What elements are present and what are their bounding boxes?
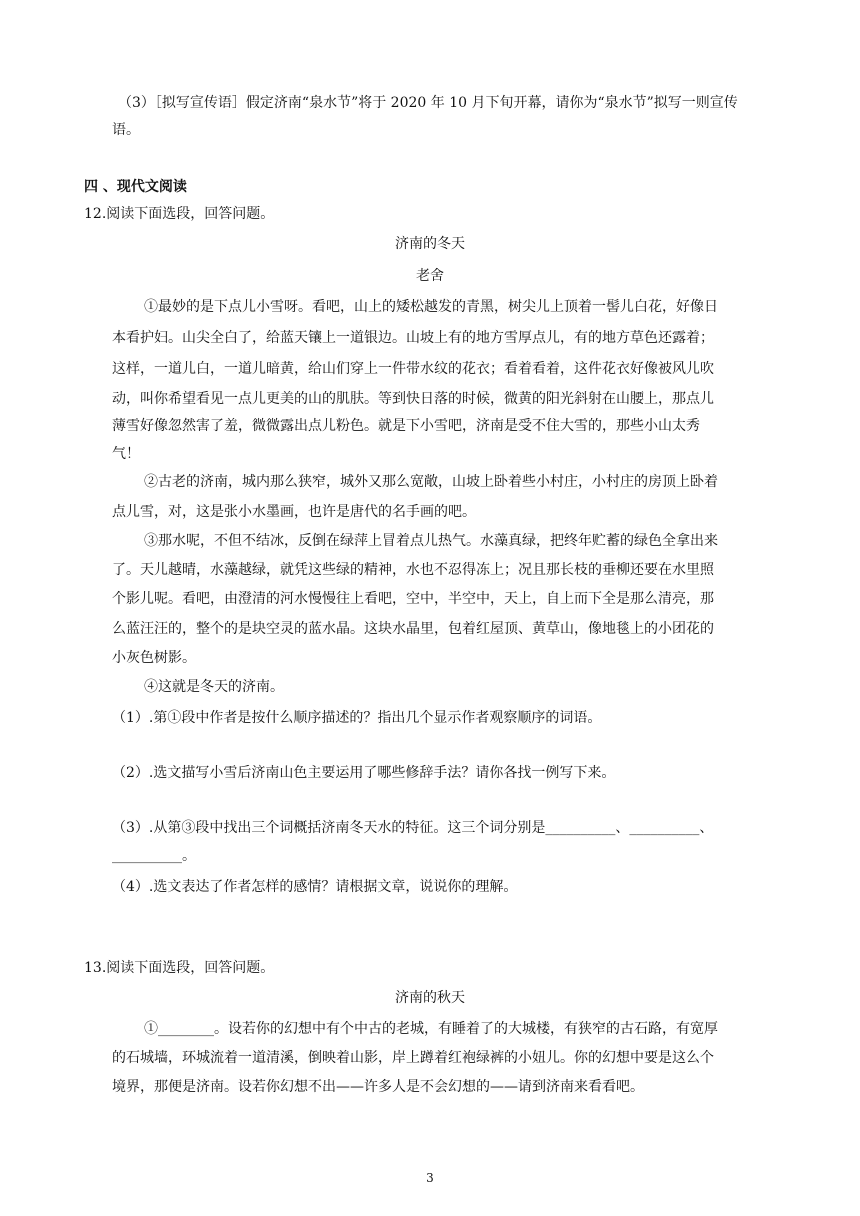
q12-p3-line-4: 么蓝汪汪的，整个的是块空灵的蓝水晶。这块水晶里，包着红屋顶、黄草山，像地毯上的小团花的 xyxy=(112,621,714,637)
section-heading: 四 、现代文阅读 xyxy=(84,179,187,195)
q12-p1-line-4: 动，叫你希望看见一点儿更美的山的肌肤。等到快日落的时候，微黄的阳光斜射在山腰上，那点儿 xyxy=(112,391,714,407)
q11-3-line-2: 语。 xyxy=(112,122,140,138)
q13-p1-line-2: 的石城墙，环城流着一道清溪，倒映着山影，岸上蹲着红袍绿裤的小妞儿。你的幻想中要是这么个 xyxy=(112,1050,714,1066)
q12-question-3-line-1: （3）.从第③段中找出三个词概括济南冬天水的特征。这三个词分别是__________、__________、 xyxy=(112,820,714,836)
q13-p1-line-3: 境界，那便是济南。设若你幻想不出——许多人是不会幻想的——请到济南来看看吧。 xyxy=(112,1079,644,1095)
q11-3-line-1: （3）［拟写宣传语］假定济南“泉水节”将于 2020 年 10 月下旬开幕，请你为“泉水节”拟写一则宣传 xyxy=(118,95,738,111)
q12-p3-line-3: 个影儿呢。看吧，由澄清的河水慢慢往上看吧，空中，半空中，天上，自上而下全是那么清亮，那 xyxy=(112,591,714,607)
q12-p3-line-1: ③那水呢，不但不结冰，反倒在绿萍上冒着点儿热气。水藻真绿，把终年贮蓄的绿色全拿出来 xyxy=(144,533,718,549)
q12-question-3-line-2: __________。 xyxy=(112,848,196,864)
q12-question-4: （4）.选文表达了作者怎样的感情？请根据文章，说说你的理解。 xyxy=(112,879,518,895)
q12-p2-line-2: 点儿雪，对，这是张小水墨画，也许是唐代的名手画的吧。 xyxy=(112,504,476,520)
passage-author: 老舍 xyxy=(416,268,444,284)
q12-question-2: （2）.选文描写小雪后济南山色主要运用了哪些修辞手法？请你各找一例写下来。 xyxy=(112,765,616,781)
page-number: 3 xyxy=(426,1171,434,1185)
q12-p1-line-6: 气！ xyxy=(112,446,140,462)
q12-intro: 12.阅读下面选段，回答问题。 xyxy=(84,206,275,222)
passage-title: 济南的冬天 xyxy=(395,236,465,252)
q13-intro: 13.阅读下面选段，回答问题。 xyxy=(84,960,275,976)
q12-p4: ④这就是冬天的济南。 xyxy=(144,679,284,695)
q12-p2-line-1: ②古老的济南，城内那么狭窄，城外又那么宽敞，山坡上卧着些小村庄，小村庄的房顶上卧着 xyxy=(144,474,718,490)
q13-p1-line-1: ①________。设若你的幻想中有个中古的老城，有睡着了的大城楼，有狭窄的古石路，有宽厚 xyxy=(144,1021,718,1037)
passage-title: 济南的秋天 xyxy=(395,990,465,1006)
q12-p1-line-2: 本看护妇。山尖全白了，给蓝天镶上一道银边。山坡上有的地方雪厚点儿，有的地方草色还露着； xyxy=(112,330,714,346)
q12-p3-line-2: 了。天儿越晴，水藻越绿，就凭这些绿的精神，水也不忍得冻上；况且那长枝的垂柳还要在水里照 xyxy=(112,562,714,578)
q12-question-1: （1）.第①段中作者是按什么顺序描述的？指出几个显示作者观察顺序的词语。 xyxy=(112,710,602,726)
q12-p1-line-1: ①最妙的是下点儿小雪呀。看吧，山上的矮松越发的青黑，树尖儿上顶着一髻儿白花，好像日 xyxy=(144,299,718,315)
q12-p1-line-3: 这样，一道儿白，一道儿暗黄，给山们穿上一件带水纹的花衣；看着看着，这件花衣好像被风儿吹 xyxy=(112,361,714,377)
q12-p3-line-5: 小灰色树影。 xyxy=(112,650,196,666)
q12-p1-line-5: 薄雪好像忽然害了羞，微微露出点儿粉色。就是下小雪吧，济南是受不住大雪的，那些小山太秀 xyxy=(112,418,700,434)
